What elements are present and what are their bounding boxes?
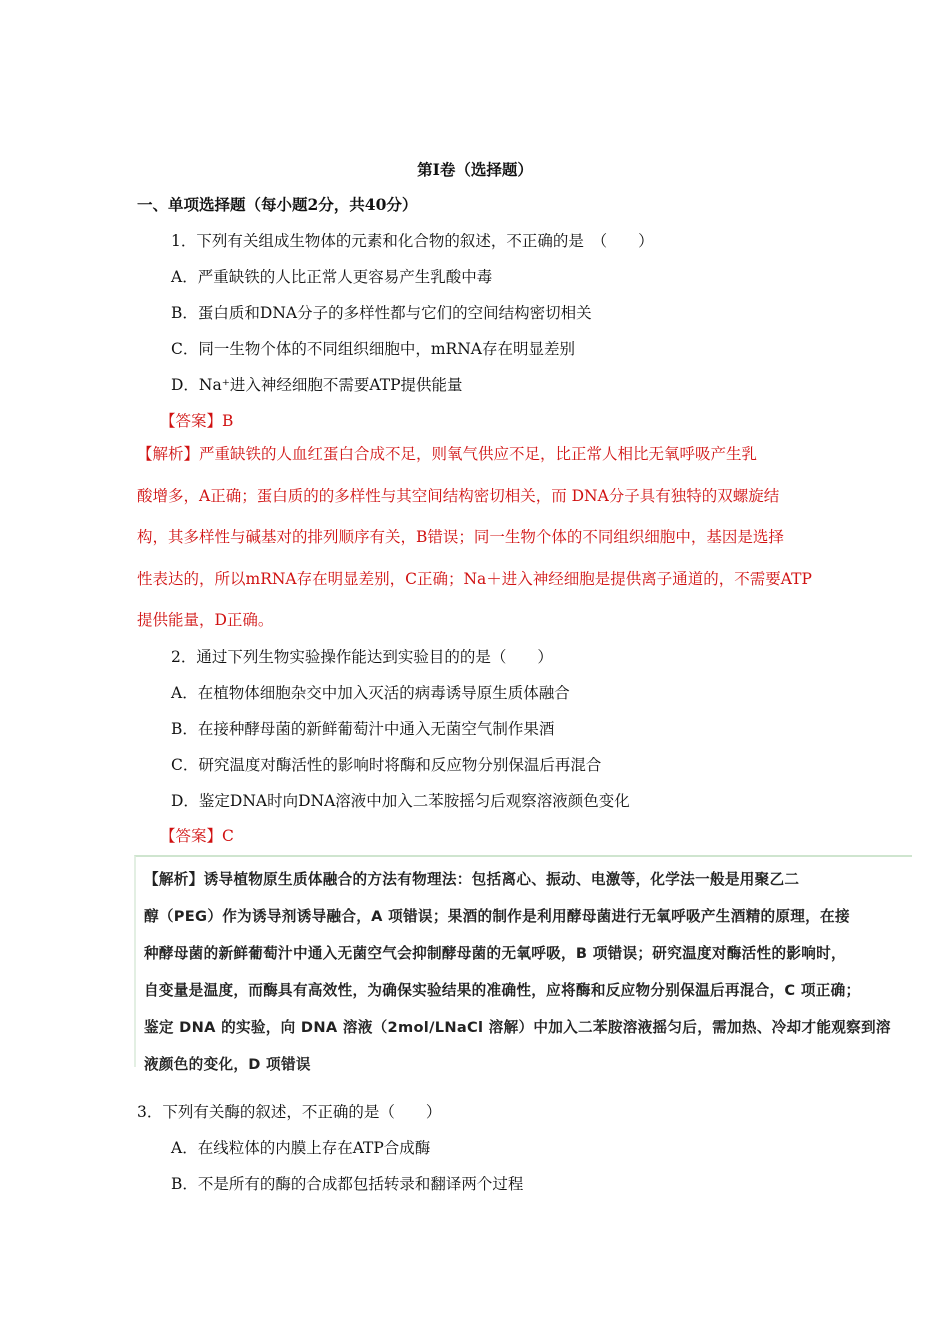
q2-option-a: A．在植物体细胞杂交中加入灭活的病毒诱导原生质体融合: [171, 684, 570, 702]
q2-explanation-line: 醇（PEG）作为诱导剂诱导融合，A 项错误；果酒的制作是利用酵母菌进行无氧呼吸产生酒精的原理，在接: [144, 908, 850, 925]
q1-option-b: B．蛋白质和DNA分子的多样性都与它们的空间结构密切相关: [171, 304, 592, 322]
q1-explanation-line: 酸增多，A正确；蛋白质的的多样性与其空间结构密切相关，而 DNA分子具有独特的双螺旋结: [137, 486, 780, 505]
q2-explanation-line: 种酵母菌的新鲜葡萄汁中通入无菌空气会抑制酵母菌的无氧呼吸，B 项错误；研究温度对酶活性的影响时，: [144, 945, 846, 962]
q1-option-d: D．Na⁺进入神经细胞不需要ATP提供能量: [171, 376, 463, 394]
q1-option-c: C．同一生物个体的不同组织细胞中，mRNA存在明显差别: [171, 340, 575, 358]
q2-option-b: B．在接种酵母菌的新鲜葡萄汁中通入无菌空气制作果酒: [171, 720, 555, 738]
q1-explanation-line: 【解析】严重缺铁的人血红蛋白合成不足，则氧气供应不足，比正常人相比无氧呼吸产生乳: [137, 445, 758, 463]
q2-explanation-line: 液颜色的变化，D 项错误: [144, 1056, 311, 1073]
q3-option-a: A．在线粒体的内膜上存在ATP合成酶: [171, 1139, 431, 1157]
q1-explanation-line: 提供能量，D正确。: [137, 611, 274, 629]
q2-option-c: C．研究温度对酶活性的影响时将酶和反应物分别保温后再混合: [171, 756, 602, 774]
q2-explanation-line: 【解析】诱导植物原生质体融合的方法有物理法：包括离心、振动、电激等，化学法一般是用聚乙二: [144, 871, 800, 888]
q1-explanation: [137, 434, 817, 642]
q1-option-a: A．严重缺铁的人比正常人更容易产生乳酸中毒: [171, 268, 493, 286]
q2-option-d: D．鉴定DNA时向DNA溶液中加入二苯胺摇匀后观察溶液颜色变化: [171, 792, 630, 810]
q2-answer: 【答案】C: [160, 827, 234, 845]
section-heading: 一、单项选择题（每小题2分，共40分）: [137, 195, 418, 214]
q3-option-b: B．不是所有的酶的合成都包括转录和翻译两个过程: [171, 1175, 524, 1193]
q2-explanation-line: 鉴定 DNA 的实验，向 DNA 溶液（2mol/LNaCl 溶解）中加入二苯胺溶液摇匀后，需加热、冷却才能观察到溶: [144, 1019, 891, 1036]
q1-stem: 1．下列有关组成生物体的元素和化合物的叙述，不正确的是 （ ）: [171, 232, 654, 250]
q3-stem: 3．下列有关酶的叙述，不正确的是（ ）: [137, 1103, 442, 1121]
q2-stem: 2．通过下列生物实验操作能达到实验目的的是（ ）: [171, 648, 553, 666]
q1-explanation-line: 性表达的，所以mRNA存在明显差别，C正确；Na＋进入神经细胞是提供离子通道的，不需要ATP: [137, 569, 812, 588]
q1-explanation-line: 构，其多样性与碱基对的排列顺序有关，B错误；同一生物个体的不同组织细胞中，基因是选择: [137, 528, 784, 546]
q2-explanation-line: 自变量是温度，而酶具有高效性，为确保实验结果的准确性，应将酶和反应物分别保温后再混合，C 项正确；: [144, 982, 861, 999]
q2-explanation-image: [134, 855, 912, 1073]
q1-answer: 【答案】B: [160, 412, 234, 430]
page-title: 第Ⅰ卷（选择题）: [417, 160, 533, 179]
